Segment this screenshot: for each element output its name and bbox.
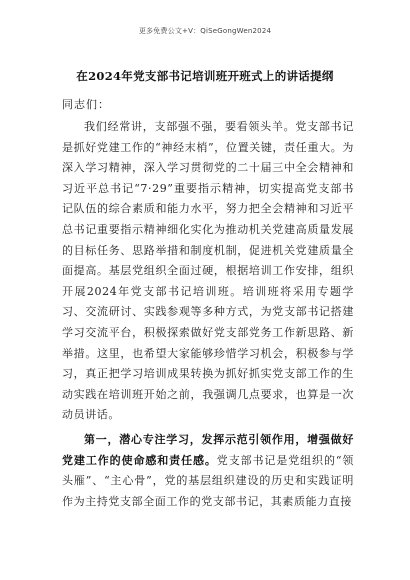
section-1-paragraph [62,430,354,512]
salutation: 同志们： [62,98,110,111]
document-body [62,117,354,514]
section-1-heading: 第一，潜心专注学习，发挥示范引领作用，增强做好党建工作的使命感和责任感。 [62,432,354,467]
document-title: 在2024年党支部书记培训班开班式上的讲话提纲 [76,69,334,83]
section-1-text: 党支部书记是党组织的“领头雁”、“主心骨”，党的基层组织建设的历史和实践证明作为主持党支部全面工作的党支部书记，其素质能力直接 [62,453,354,508]
paragraph-1: 我们经常讲，支部强不强，要看领头羊。党支部书记是抓好党建工作的“神经末梢”，位置关键，责任重大。为深入学习精神，深入学习贯彻党的二十届三中全会精神和习近平总书记“7·29”重要指示精神，切实提高党支部书记队伍的综合素质和能力水平，努力把全会精神和习近平总书记重要指示精神细化实化为推动机关党建高质量发展的目标任务、思路举措和制度机制，促进机关党建质量全面提高。基层党组织全面过硬，根据培训工作安排，组织开展2024年党支部书记培训班。培训班将采用专题学习、交流研讨、实践参观等多种方式，为党支部书记搭建学习交流平台，积极探索做好党支部党务工作新思路、新举措。这里，也希望大家能够珍惜学习机会，积极参与学习，真正把学习培训成果转换为抓好抓实党支部工作的生动实践在培训班开始之前，我强调几点要求，也算是一次动员讲话。 [62,120,354,422]
header-note: 更多免费公文+V：QiSeGongWen2024 [138,27,272,35]
